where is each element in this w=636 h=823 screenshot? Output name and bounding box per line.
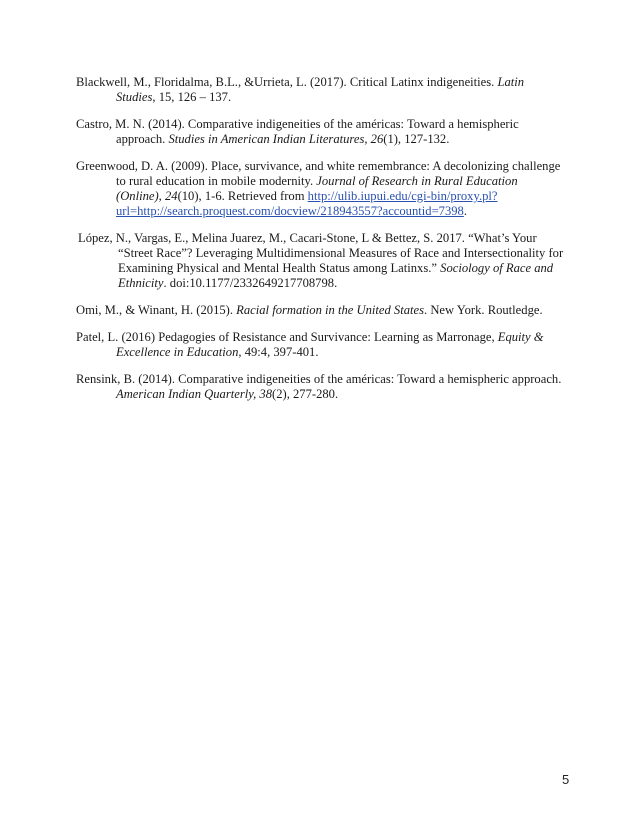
- reference-text: Greenwood, D. A. (2009). Place, survivance, and white remembrance: A decolonizing challenge to rural education in mobile modernity.: [76, 159, 561, 188]
- journal-title: Racial formation in the United States: [236, 303, 425, 317]
- reference-entry: [76, 330, 566, 360]
- reference-details: , 49:4, 397-401.: [238, 345, 319, 359]
- reference-url-link[interactable]: http://ulib.iupui.edu/cgi-bin/proxy.pl?url=http://search.proquest.com/docview/218943557?accountid=7398: [116, 189, 498, 218]
- reference-text: Blackwell, M., Floridalma, B.L., &Urrieta, L. (2017). Critical Latinx indigeneities.: [76, 75, 498, 89]
- journal-title: Latin Studies: [116, 75, 525, 104]
- reference-entry: [76, 372, 566, 402]
- journal-title: American Indian Quarterly, 38: [116, 387, 273, 401]
- page-number: 5: [562, 772, 570, 787]
- reference-details: (10), 1-6. Retrieved from: [177, 189, 308, 203]
- journal-title: Equity & Excellence in Education: [116, 330, 544, 359]
- reference-details: (1), 127-132.: [383, 132, 450, 146]
- journal-title: Sociology of Race and Ethnicity: [118, 261, 554, 290]
- reference-details: . New York. Routledge.: [424, 303, 543, 317]
- reference-entry: [76, 117, 566, 147]
- reference-entry: [76, 75, 566, 105]
- reference-entry: [76, 303, 566, 318]
- reference-entry: [76, 159, 566, 219]
- reference-text: Patel, L. (2016) Pedagogies of Resistance and Survivance: Learning as Marronage,: [76, 330, 498, 344]
- journal-title: Studies in American Indian Literatures, 26: [168, 132, 384, 146]
- reference-text: Omi, M., & Winant, H. (2015).: [76, 303, 237, 317]
- reference-text: Rensink, B. (2014). Comparative indigeneities of the américas: Toward a hemispheric approach.: [76, 372, 562, 386]
- reference-details: , 15, 126 – 137.: [152, 90, 232, 104]
- journal-title: Journal of Research in Rural Education (Online), 24: [116, 174, 518, 203]
- reference-details: . doi:10.1177/2332649217708798.: [163, 276, 338, 290]
- reference-text: Castro, M. N. (2014). Comparative indigeneities of the américas: Toward a hemispheric approach.: [76, 117, 519, 146]
- reference-end: .: [463, 204, 468, 218]
- reference-details: (2), 277-280.: [272, 387, 339, 401]
- reference-text: López, N., Vargas, E., Melina Juarez, M., Cacari-Stone, L & Bettez, S. 2017. “What’s Your “Street Race”? Leveraging Multidimensional Measures of Race and Intersectionality for Examining Physical and Mental Health Status among Latinxs.”: [78, 231, 564, 275]
- reference-entry: [78, 231, 568, 291]
- reference-list: [76, 75, 566, 414]
